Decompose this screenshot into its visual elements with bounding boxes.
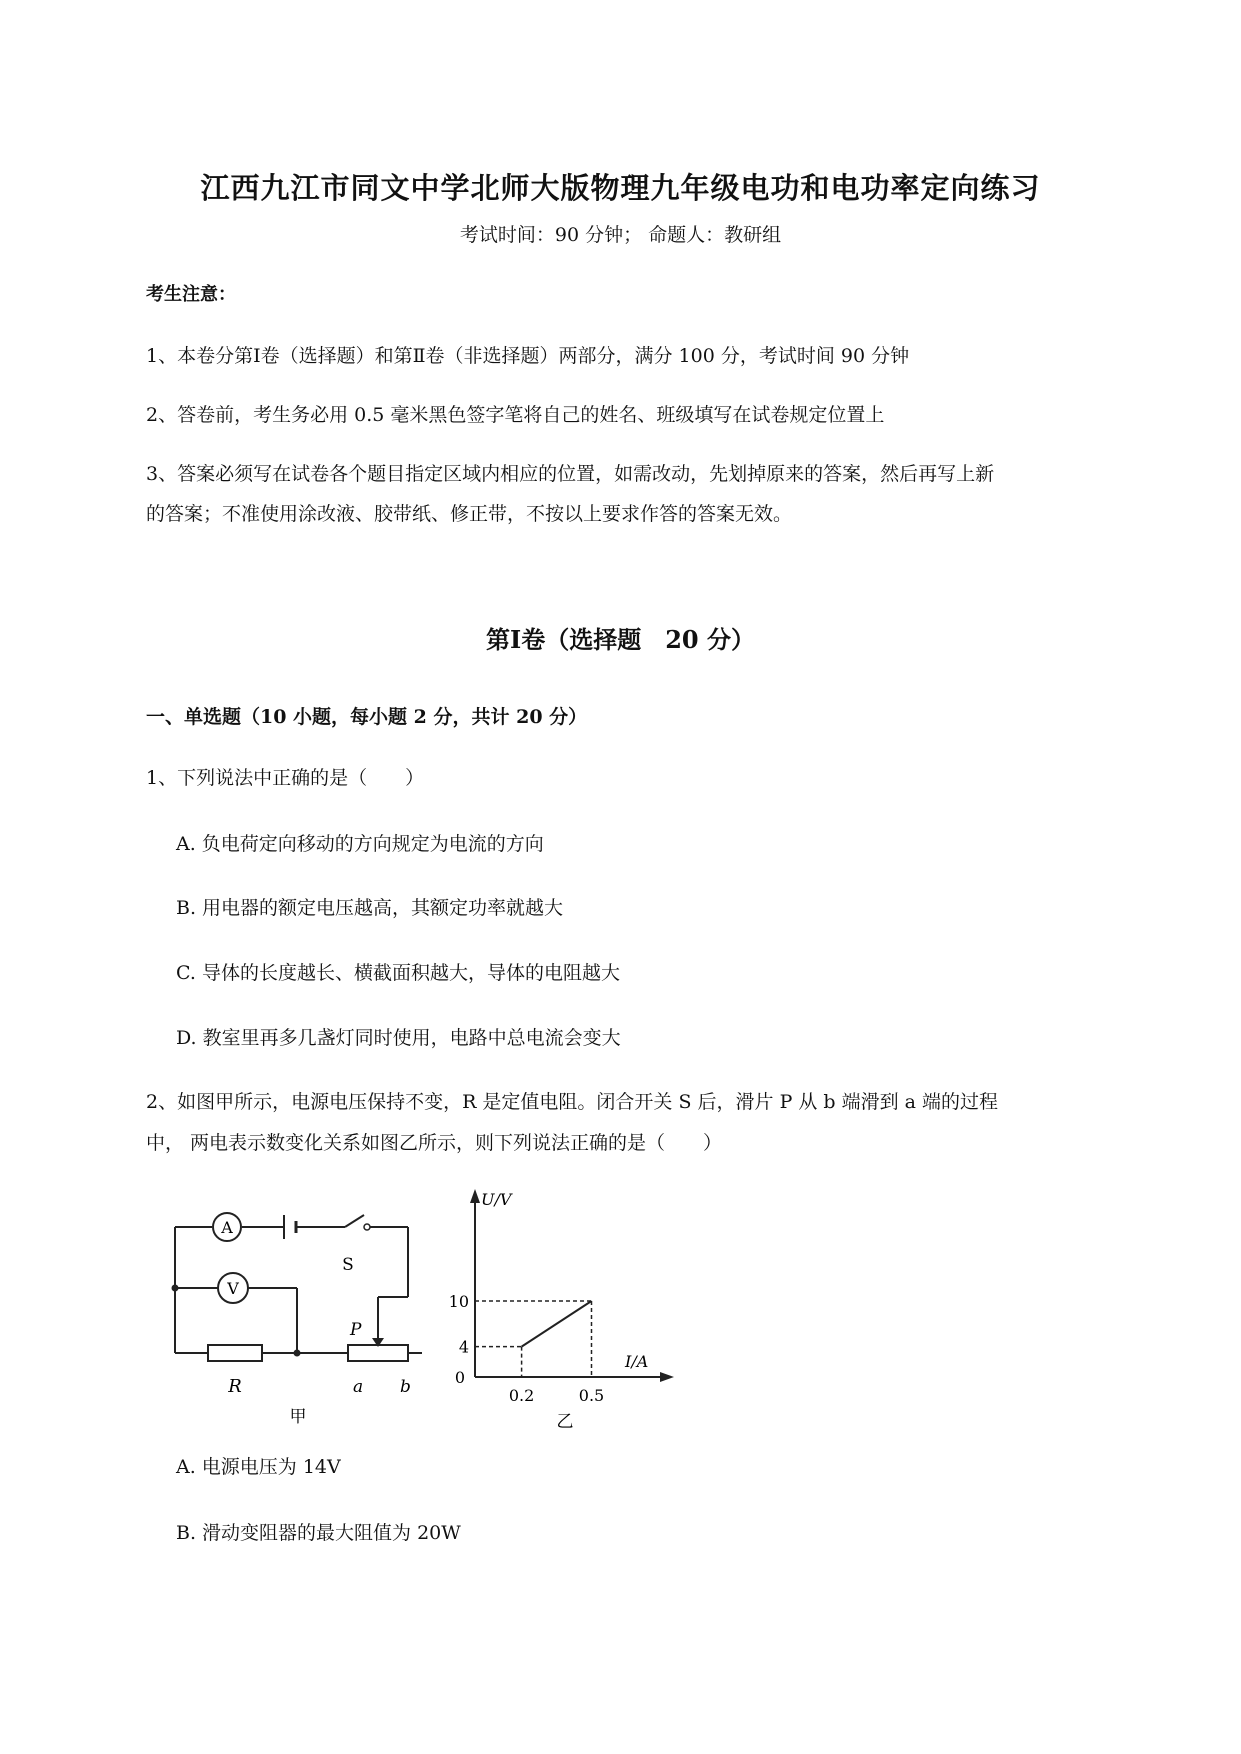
q2-option-b: B. 滑动变阻器的最大阻值为 20W [176, 1522, 461, 1544]
q1-option-b: B. 用电器的额定电压越高，其额定功率就越大 [176, 897, 564, 919]
section-heading: 一、单选题（10 小题，每小题 2 分，共计 20 分） [146, 706, 588, 728]
x-axis-label: I/A [625, 1352, 649, 1371]
page-title: 江西九江市同文中学北师大版物理九年级电功和电功率定向练习 [200, 171, 1041, 205]
notice-item-1: 1、本卷分第Ⅰ卷（选择题）和第Ⅱ卷（非选择题）两部分，满分 100 分，考试时间 90 分钟 [146, 345, 910, 367]
q1-stem: 1、下列说法中正确的是（ ） [146, 767, 425, 789]
voltmeter-label: V [227, 1279, 239, 1298]
q2-option-a: A. 电源电压为 14V [176, 1456, 341, 1478]
origin-label: 0 [454, 1368, 465, 1387]
q1-option-d: D. 教室里再多几盏灯同时使用，电路中总电流会变大 [176, 1027, 621, 1049]
slider-label: P [350, 1320, 362, 1340]
q1-option-c: C. 导体的长度越长、横截面积越大，导体的电阻越大 [176, 962, 620, 984]
switch-label: S [342, 1255, 354, 1275]
resistor-icon [208, 1345, 262, 1361]
ammeter-label: A [221, 1218, 233, 1237]
x-tick-label: 0.5 [578, 1386, 605, 1405]
exam-info: 考试时间：90 分钟； 命题人：教研组 [459, 224, 782, 246]
notice-heading: 考生注意： [146, 284, 236, 305]
switch-icon [364, 1224, 370, 1230]
end-a-label: a [353, 1377, 364, 1397]
circuit-diagram [160, 1185, 440, 1425]
resistor-label: R [228, 1376, 242, 1397]
end-b-label: b [400, 1377, 411, 1397]
part1-title: 第Ⅰ卷（选择题 20 分） [486, 625, 755, 654]
data-line [522, 1301, 592, 1347]
y-tick-label: 4 [458, 1337, 469, 1357]
y-axis-arrow-icon [470, 1189, 480, 1203]
rheostat-icon [348, 1345, 408, 1361]
battery-icon [284, 1215, 296, 1239]
y-tick-label: 10 [448, 1292, 469, 1311]
notice-item-2: 2、答卷前，考生务必用 0.5 毫米黑色签字笔将自己的姓名、班级填写在试卷规定位置上 [146, 404, 885, 426]
circuit-caption: 甲 [289, 1407, 307, 1425]
x-tick-label: 0.2 [508, 1386, 535, 1405]
graph-caption: 乙 [556, 1412, 574, 1430]
q2-stem-line1: 2、如图甲所示，电源电压保持不变，R 是定值电阻。闭合开关 S 后，滑片 P 从 b 端滑到 a 端的过程 [146, 1091, 999, 1113]
y-axis-label: U/V [481, 1190, 512, 1209]
q1-option-a: A. 负电荷定向移动的方向规定为电流的方向 [176, 833, 544, 855]
notice-item-3-continued: 的答案；不准使用涂改液、胶带纸、修正带，不按以上要求作答的答案无效。 [146, 503, 793, 525]
u-i-graph [445, 1185, 685, 1430]
x-axis-arrow-icon [660, 1372, 674, 1382]
notice-item-3: 3、答案必须写在试卷各个题目指定区域内相应的位置，如需改动，先划掉原来的答案，然后再写上新 [146, 463, 995, 485]
q2-stem-line2: 中， 两电表示数变化关系如图乙所示，则下列说法正确的是（ ） [146, 1132, 723, 1154]
